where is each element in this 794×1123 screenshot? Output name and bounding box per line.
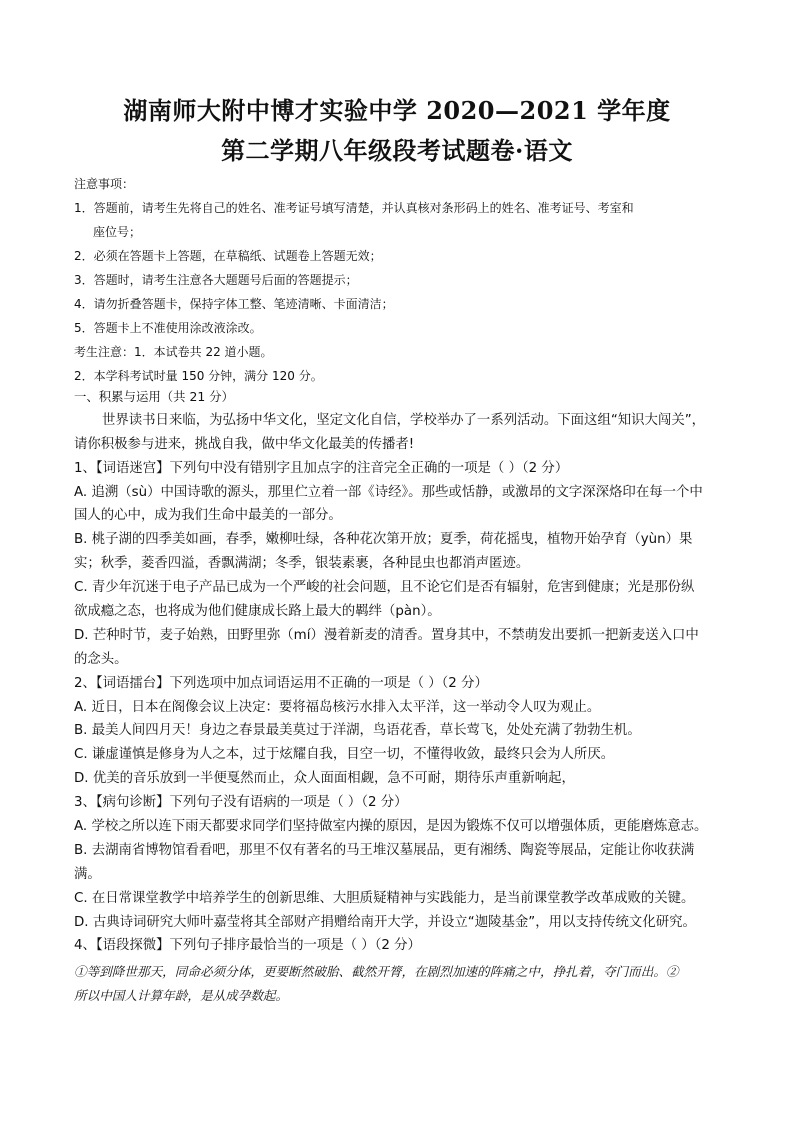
question-2-stem: 2、【词语擂台】下列选项中加点词语运用不正确的一项是（ ）（2 分） — [74, 675, 488, 691]
notes-block — [74, 172, 754, 388]
question-3-option-b: B. 去湖南省博物馆看看吧，那里不仅有著名的马王堆汉墓展品，更有湘绣、陶瓷等展品，定能让你收获满 — [74, 842, 695, 858]
question-1-stem: 1、【词语迷宫】下列句中没有错别字且加点字的注音完全正确的一项是（ ）（2 分） — [74, 460, 569, 476]
question-1-option-b: 实；秋季，菱香四溢，香飘满湖；冬季，银装素裹，各种昆虫也都消声匿迹。 — [74, 556, 530, 572]
question-3-stem: 3、【病句诊断】下列句子没有语病的一项是（ ）（2 分） — [74, 795, 408, 811]
question-3-option-c: C. 在日常课堂教学中培养学生的创新思维、大胆质疑精神与实践能力，是当前课堂教学改革成败的关键。 — [74, 890, 695, 906]
question-2-option-c: C. 谦虚谨慎是修身为人之本，过于炫耀自我，目空一切，不懂得收敛，最终只会为人所厌。 — [74, 747, 615, 763]
question-1-option-c: C. 青少年沉迷于电子产品已成为一个严峻的社会问题，且不论它们是否有辐射，危害到健康；光是那份纵 — [74, 580, 695, 596]
question-1-option-c: 欲成瘾之态，也将成为他们健康成长路上最大的羁绊（pàn）。 — [74, 604, 441, 620]
notes-item: 1．答题前，请考生先将自己的姓名、准考证号填写清楚，并认真核对条形码上的姓名、准考证号、考室和 — [74, 201, 634, 215]
exam-title-line1: 湖南师大附中博才实验中学 2020—2021 学年度 — [123, 96, 671, 125]
notes-item: 4．请勿折叠答题卡，保持字体工整、笔迹清晰、卡面清洁； — [74, 297, 394, 311]
question-1-option-b: B. 桃子湖的四季美如画，春季，嫩柳吐绿，各种花次第开放；夏季，荷花摇曳，植物开始孕育（yùn）果 — [74, 532, 693, 548]
question-4-stem: 4、【语段探微】下列句子排序最恰当的一项是（ ）（2 分） — [74, 938, 421, 954]
question-2-option-b: B. 最美人间四月天！身边之春景最美莫过于洋湖，鸟语花香，草长莺飞，处处充满了勃勃生机。 — [74, 723, 641, 739]
candidate-note: 考生注意：1．本试卷共 22 道小题。 — [74, 345, 273, 359]
notes-item: 2．必须在答题卡上答题，在草稿纸、试题卷上答题无效； — [74, 249, 382, 263]
question-4-passage — [74, 960, 734, 1008]
question-1-option-d: D. 芒种时节，麦子始熟，田野里弥（mí）漫着新麦的清香。置身其中，不禁萌发出要抓一把新麦送入口中 — [74, 627, 699, 643]
section-heading: 一、积累与运用（共 21 分） — [74, 389, 234, 404]
notes-item: 3．答题时，请考生注意各大题题号后面的答题提示； — [74, 273, 358, 287]
candidate-note: 2．本学科考试时量 150 分钟，满分 120 分。 — [74, 369, 323, 383]
notes-item: 座位号； — [93, 225, 142, 239]
exam-title-line2: 第二学期八年级段考试题卷·语文 — [221, 136, 573, 165]
question-1-option-d: 的念头。 — [74, 651, 128, 667]
question-2-option-a: A. 近日，日本在阁像会议上决定：要将福岛核污水排入太平洋，这一举动令人叹为观止。 — [74, 699, 601, 715]
exam-body — [74, 385, 734, 958]
notes-heading: 注意事项： — [74, 177, 135, 191]
question-3-option-d: D. 古典诗词研究大师叶嘉莹将其全部财产捐赠给南开大学，并设立“迦陵基金”，用以支持传统文化研究。 — [74, 914, 696, 930]
passage-line: ①等到降世那天，同命必须分体，更要断然破胎、截然开膂，在剧烈加速的阵痛之中，挣扎着，夺门而出。② — [74, 964, 679, 979]
question-1-option-a: A. 追溯（sù）中国诗歌的源头，那里伫立着一部《诗经》。那些或恬静，或激昂的文字深深烙印在每一个中 — [74, 484, 703, 500]
intro-line: 世界读书日来临，为弘扬中华文化，坚定文化自信，学校举办了一系列活动。下面这组“知识大闯关”， — [102, 412, 706, 428]
intro-line: 请你积极参与进来，挑战自我，做中华文化最美的传播者! — [74, 436, 415, 452]
question-3-option-a: A. 学校之所以连下雨天都要求同学们坚持做室内操的原因，是因为锻炼不仅可以增强体质，更能磨炼意志。 — [74, 819, 708, 835]
question-2-option-d: D. 优美的音乐放到一半便戛然而止，众人面面相觑，急不可耐，期待乐声重新响起， — [74, 771, 575, 787]
question-1-option-a: 国人的心中，成为我们生命中最美的一部分。 — [74, 508, 342, 524]
passage-line: 所以中国人计算年龄，是从成孕数起。 — [74, 988, 289, 1003]
question-3-option-b: 满。 — [74, 866, 101, 882]
notes-item: 5．答题卡上不准使用涂改液涂改。 — [74, 321, 262, 335]
